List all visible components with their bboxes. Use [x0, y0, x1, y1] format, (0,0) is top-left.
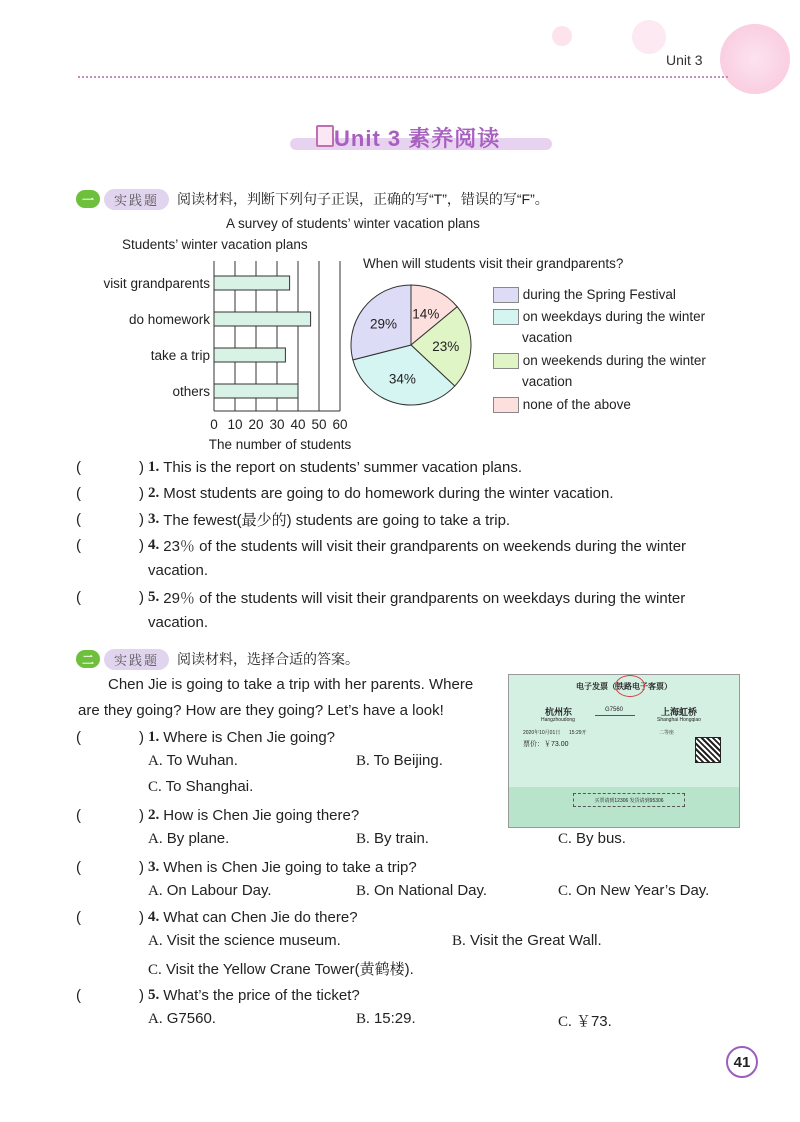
ticket-stamp-circle — [615, 675, 645, 697]
legend-label-continued: vacation — [522, 374, 573, 389]
petal-decoration — [632, 20, 666, 54]
legend-item — [493, 350, 706, 392]
legend-swatch — [493, 287, 519, 303]
slice-label: 29% — [369, 316, 398, 332]
choice-question-5 — [76, 984, 360, 1006]
ticket-from: 杭州东 — [545, 707, 573, 717]
ticket-from-pinyin: Hangzhoudong — [541, 717, 575, 723]
bar — [214, 348, 285, 362]
option-a[interactable] — [148, 882, 272, 900]
question-text: This is the report on students’ summer vacation plans. — [163, 458, 523, 476]
answer-blank[interactable]: ( ) — [76, 728, 144, 746]
legend-item — [493, 284, 676, 305]
option-letter: B. — [356, 883, 370, 899]
legend-label: during the Spring Festival — [522, 287, 676, 302]
ticket-date: 2020年10月01日 — [523, 730, 561, 736]
category-label: visit grandparents — [103, 276, 210, 291]
answer-blank[interactable]: ( ) — [76, 536, 144, 554]
question-number: 4. — [148, 908, 160, 925]
category-label: others — [172, 384, 210, 399]
section2-heading — [76, 648, 359, 670]
answer-blank[interactable]: ( ) — [76, 858, 144, 876]
answer-blank[interactable]: ( ) — [76, 458, 144, 476]
option-a[interactable] — [148, 932, 341, 950]
option-b[interactable] — [356, 752, 443, 770]
option-text: To Beijing. — [373, 752, 443, 769]
slice-label: 34% — [388, 371, 416, 387]
tick-label: 30 — [269, 417, 285, 432]
option-text: By train. — [373, 830, 429, 847]
bar — [214, 312, 311, 326]
tf-question-4 — [76, 534, 686, 556]
petal-decoration — [552, 26, 572, 46]
question-number: 3. — [148, 510, 160, 527]
answer-blank[interactable]: ( ) — [76, 806, 144, 824]
option-b[interactable] — [452, 932, 602, 950]
question-text: When is Chen Jie going to take a trip? — [163, 858, 417, 876]
option-b[interactable] — [356, 1010, 416, 1028]
question-text: Most students are going to do homework during the winter vacation. — [163, 484, 614, 502]
option-c[interactable] — [148, 778, 253, 796]
ticket-footer: 买票请到12306 发货请到95306 — [573, 793, 685, 807]
legend-label-continued: vacation — [522, 330, 573, 345]
option-text: Visit the science museum. — [166, 932, 341, 949]
option-letter: C. — [148, 779, 162, 795]
option-text: Visit the Yellow Crane Tower(黄鹤楼). — [165, 961, 414, 978]
ticket-title: 电子发票（铁路电子客票） — [576, 682, 672, 691]
section1-tag: 实践题 — [104, 189, 169, 210]
legend-label: on weekends during the winter — [522, 353, 706, 368]
x-axis-label: The number of students — [208, 437, 352, 452]
option-letter: A. — [148, 753, 163, 769]
option-a[interactable] — [148, 752, 238, 770]
pie-chart — [345, 275, 480, 415]
legend-swatch — [493, 397, 519, 413]
option-letter: C. — [558, 883, 572, 899]
answer-blank[interactable]: ( ) — [76, 484, 144, 502]
bar-chart-title: Students’ winter vacation plans — [122, 237, 308, 252]
question-text: What can Chen Jie do there? — [163, 908, 358, 926]
option-letter: A. — [148, 933, 163, 949]
category-label: do homework — [128, 312, 210, 327]
option-text: On Labour Day. — [166, 882, 272, 899]
option-text: By bus. — [575, 830, 626, 847]
slice-label: 23% — [432, 339, 460, 355]
option-letter: A. — [148, 883, 163, 899]
bar-chart — [80, 255, 370, 455]
train-ticket-image — [508, 674, 740, 828]
legend-label: on weekdays during the winter — [522, 309, 706, 324]
question-number: 1. — [148, 458, 160, 475]
section2-instruction: 阅读材料，选择合适的答案。 — [177, 651, 360, 667]
option-letter: B. — [356, 753, 370, 769]
legend-swatch — [493, 353, 519, 369]
option-text: Visit the Great Wall. — [469, 932, 602, 949]
bar — [214, 276, 290, 290]
question-text: Where is Chen Jie going? — [163, 728, 336, 746]
passage-line1: Chen Jie is going to take a trip with her parents. Where — [108, 676, 474, 693]
option-a[interactable] — [148, 830, 229, 848]
option-text: G7560. — [166, 1010, 216, 1027]
option-letter: B. — [356, 1011, 370, 1027]
section2-tag: 实践题 — [104, 649, 169, 670]
tick-label: 20 — [248, 417, 264, 432]
option-b[interactable] — [356, 882, 487, 900]
question-number: 1. — [148, 728, 160, 745]
option-letter: A. — [148, 1011, 163, 1027]
option-c[interactable] — [558, 882, 709, 900]
option-letter: A. — [148, 831, 163, 847]
legend-item — [493, 306, 705, 348]
question-text: 23％ of the students will visit their grandparents on weekends during the winter — [163, 537, 687, 555]
choice-question-1 — [76, 726, 335, 748]
passage-line2: are they going? How are they going? Let’s have a look! — [78, 702, 444, 719]
qr-code-icon — [695, 737, 721, 763]
question-number: 2. — [148, 806, 160, 823]
bar — [214, 384, 298, 398]
survey-title: A survey of students’ winter vacation plans — [226, 216, 480, 231]
tf-question-5 — [76, 586, 685, 608]
page-title-text: Unit 3 素养阅读 — [334, 126, 501, 151]
section1-instruction: 阅读材料，判断下列句子正误，正确的写“T”，错误的写“F”。 — [177, 191, 549, 207]
option-a[interactable] — [148, 1010, 216, 1028]
ticket-price: 票价：￥73.00 — [523, 741, 569, 748]
answer-blank[interactable]: ( ) — [76, 908, 144, 926]
tick-label: 0 — [210, 417, 218, 432]
question-text: The fewest(最少的) students are going to take a trip. — [163, 511, 511, 529]
option-text: On National Day. — [373, 882, 488, 899]
option-text: To Wuhan. — [166, 752, 238, 769]
question-number: 3. — [148, 858, 160, 875]
option-letter: B. — [452, 933, 466, 949]
question-number: 2. — [148, 484, 160, 501]
question-text: What’s the price of the ticket? — [163, 986, 360, 1004]
pie-chart-title: When will students visit their grandparents? — [363, 256, 624, 271]
choice-question-4 — [76, 906, 358, 928]
tf-question-2 — [76, 482, 614, 504]
option-b[interactable] — [356, 830, 429, 848]
option-c[interactable] — [148, 958, 414, 979]
unit-tag: Unit 3 — [666, 52, 703, 68]
section1-heading — [76, 188, 549, 210]
question-text-continued: vacation. — [148, 562, 209, 579]
ticket-arrow — [595, 715, 635, 716]
tf-question-1 — [76, 456, 522, 478]
page-number: 41 — [726, 1046, 758, 1078]
option-text: By plane. — [166, 830, 230, 847]
option-letter: C. — [558, 1014, 572, 1030]
option-text: 15:29. — [373, 1010, 416, 1027]
question-text: How is Chen Jie going there? — [163, 806, 360, 824]
tick-label: 60 — [332, 417, 348, 432]
option-letter: B. — [356, 831, 370, 847]
question-number: 5. — [148, 588, 160, 605]
ticket-to-pinyin: Shanghai Hongqiao — [657, 717, 701, 723]
question-text-continued: vacation. — [148, 614, 209, 631]
question-text: 29％ of the students will visit their grandparents on weekdays during the winter — [163, 589, 686, 607]
tick-label: 40 — [290, 417, 306, 432]
slice-label: 14% — [412, 306, 440, 322]
option-letter: C. — [558, 831, 572, 847]
question-number: 4. — [148, 536, 160, 553]
section2-number: 二 — [76, 650, 100, 668]
tick-label: 50 — [311, 417, 327, 432]
page-title — [290, 118, 552, 154]
header-divider — [78, 76, 728, 78]
option-text: To Shanghai. — [165, 778, 254, 795]
choice-question-3 — [76, 856, 417, 878]
question-number: 5. — [148, 986, 160, 1003]
answer-blank[interactable]: ( ) — [76, 588, 144, 606]
answer-blank[interactable]: ( ) — [76, 986, 144, 1004]
ticket-seat-class: 二等座 — [659, 730, 675, 736]
ticket-to: 上海虹桥 — [661, 707, 698, 717]
legend-swatch — [493, 309, 519, 325]
legend-item — [493, 394, 631, 415]
section1-number: 一 — [76, 190, 100, 208]
option-text: ￥73. — [575, 1013, 612, 1030]
tf-question-3 — [76, 508, 510, 530]
ticket-time: 15:29开 — [569, 730, 587, 736]
ticket-train-no: G7560 — [605, 707, 624, 713]
option-letter: C. — [148, 962, 162, 978]
blossom-decoration — [720, 24, 790, 94]
option-c[interactable] — [558, 830, 626, 848]
answer-blank[interactable]: ( ) — [76, 510, 144, 528]
choice-question-2 — [76, 804, 359, 826]
option-text: On New Year’s Day. — [575, 882, 710, 899]
tick-label: 10 — [227, 417, 243, 432]
option-c[interactable] — [558, 1010, 612, 1031]
legend-label: none of the above — [522, 397, 631, 412]
category-label: take a trip — [150, 348, 210, 363]
